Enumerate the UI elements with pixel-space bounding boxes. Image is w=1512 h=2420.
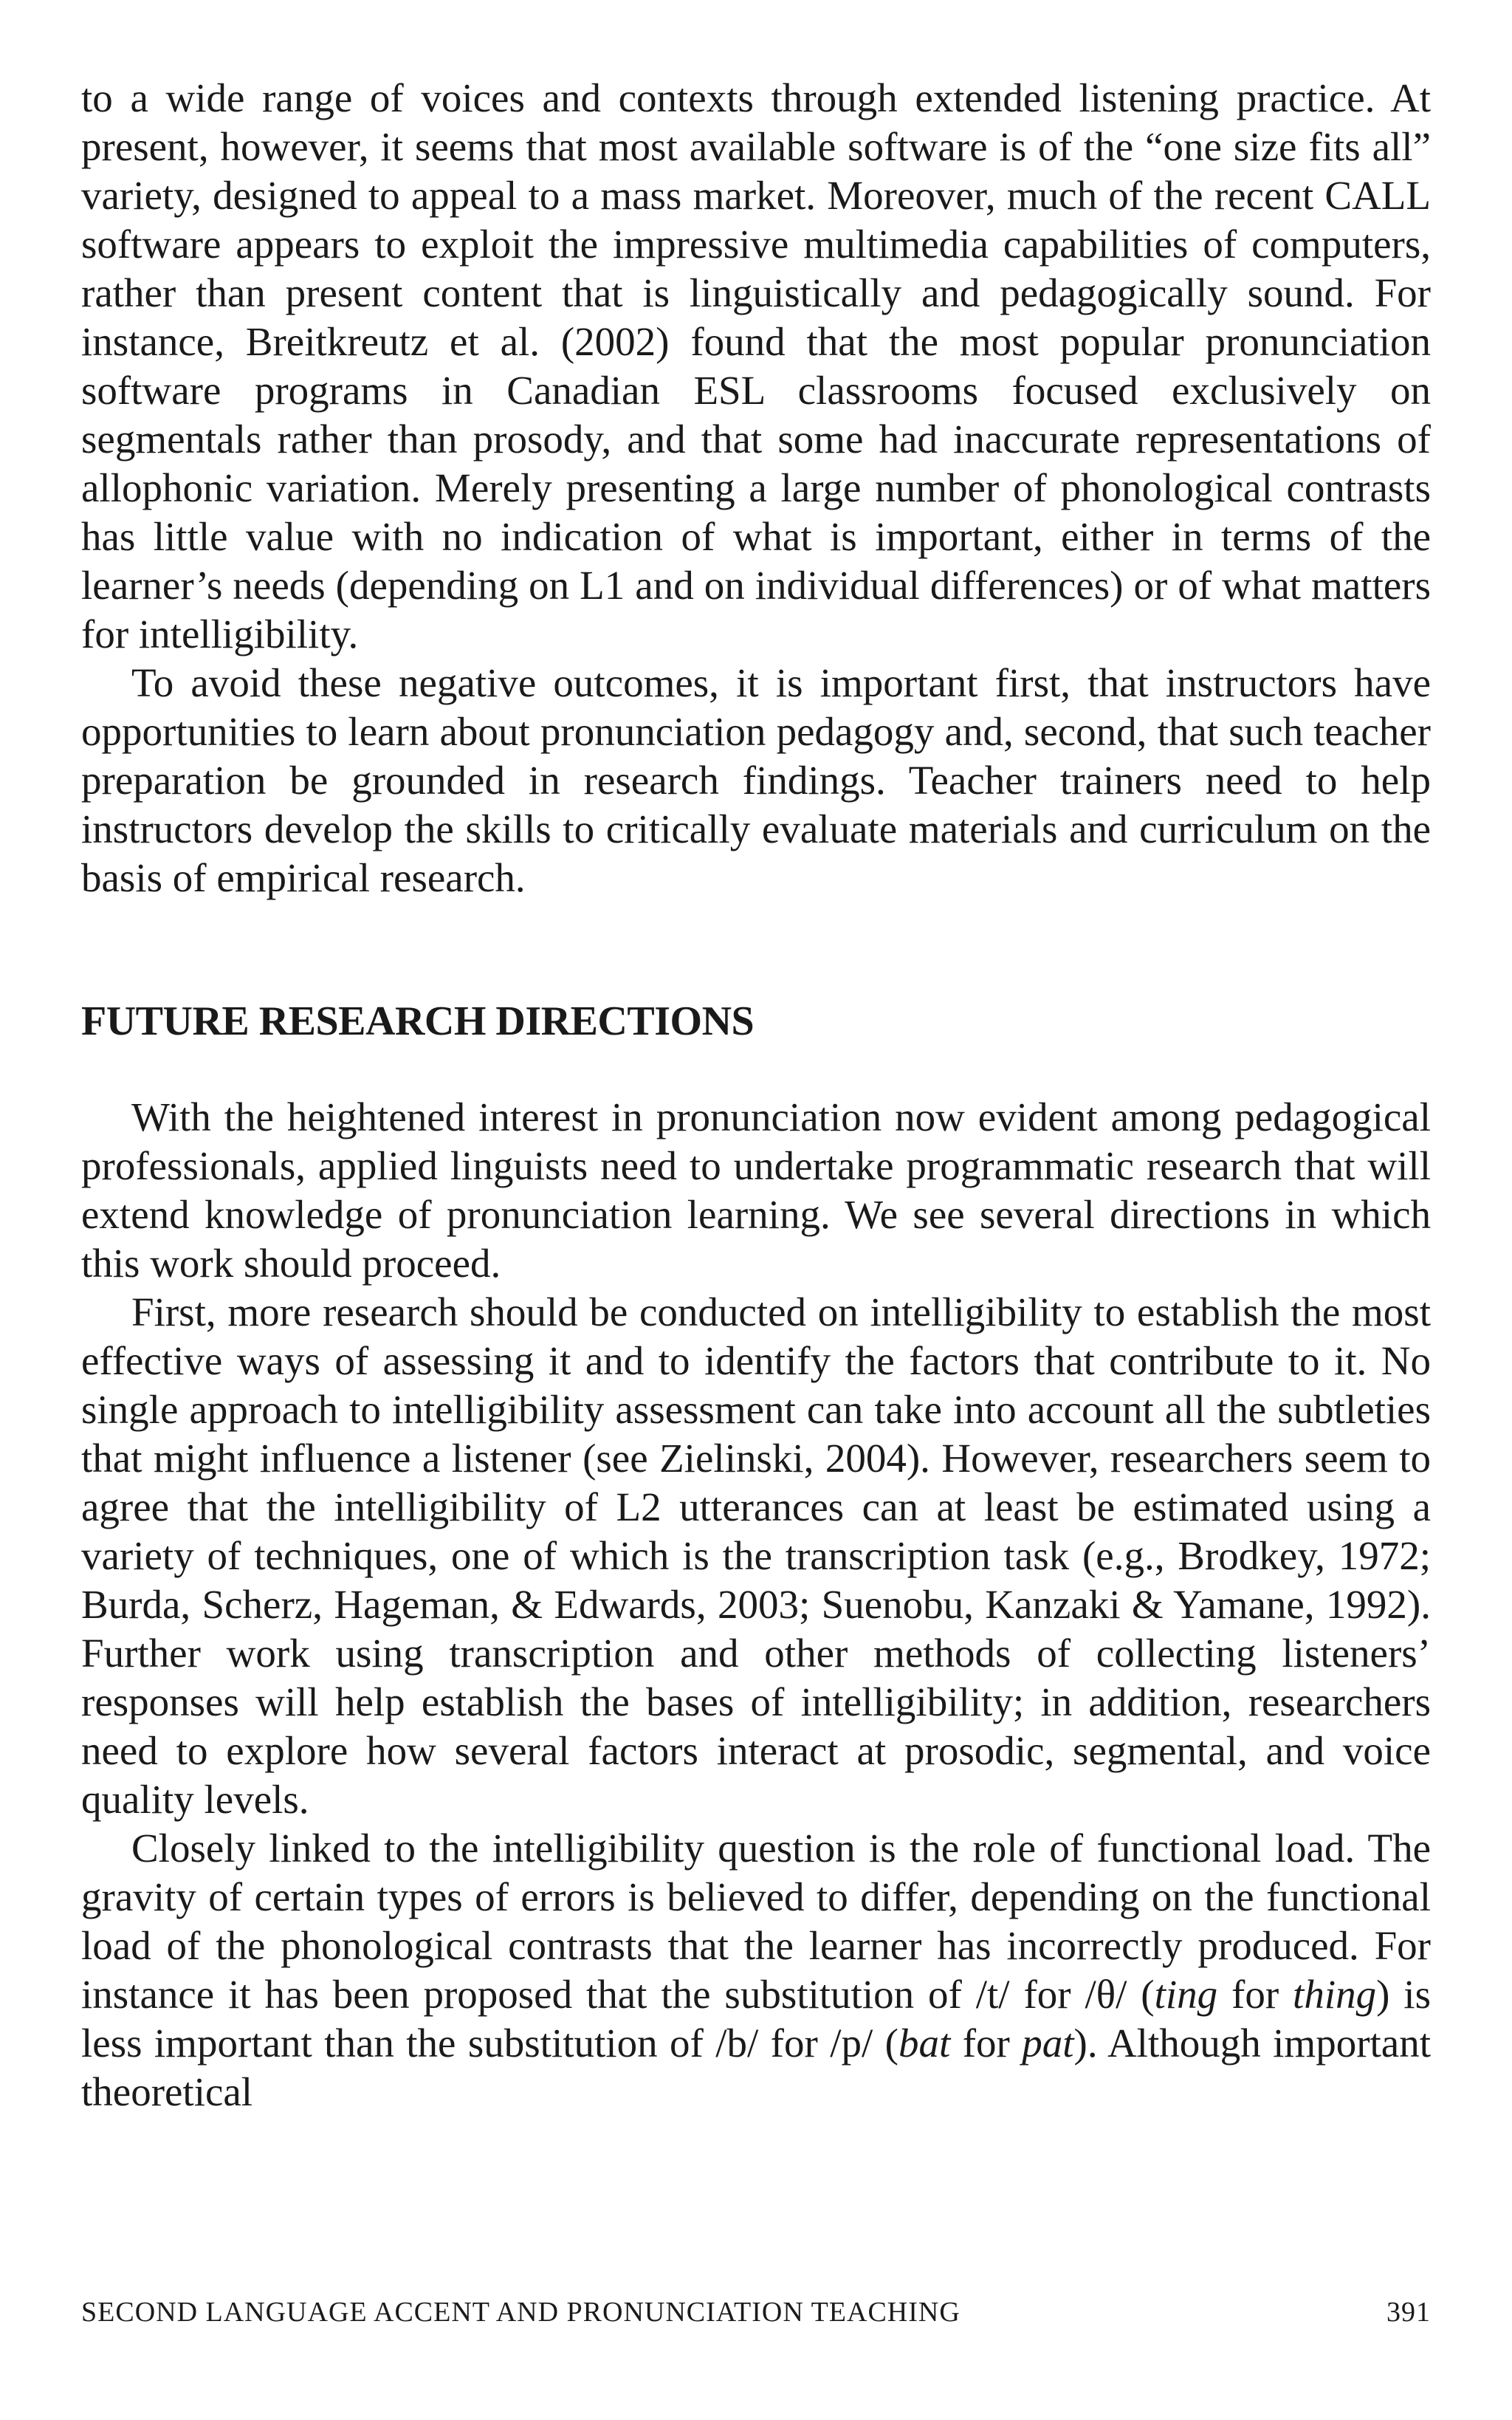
p3-text-part-4: for	[950, 2020, 1023, 2066]
section-heading: FUTURE RESEARCH DIRECTIONS	[81, 998, 755, 1044]
example-word-thing: thing	[1293, 1972, 1377, 2017]
p3-text-part-5: ). Although important theoretical	[81, 2020, 1431, 2114]
section-paragraph-2: First, more research should be conducted on intelligibility to establish the most effective ways of assessing it and to identify the factors that contribute to it. No single approach to intelligibility assessment can take into account all the subtleties that might influence a listener (see Zielinski, 2004). However, researchers seem to agree that the intelligibility of L2 utterances can at least be estimated using a variety of techniques, one of which is the transcription task (e.g., Brodkey, 1972; Burda, Scherz, Hageman, & Edwards, 2003; Suenobu, Kanzaki & Yamane, 1992). Further work using transcription and other methods of collecting listeners’ responses will help establish the bases of intelligibility; in addition, researchers need to explore how several factors interact at prosodic, segmental, and voice quality levels.	[81, 1289, 1431, 1822]
example-word-bat: bat	[898, 2020, 951, 2066]
example-word-ting: ting	[1154, 1972, 1218, 2017]
section-paragraph-3	[81, 1824, 1431, 2116]
p3-text-part-3: ) is less important than the substitution of /b/ for /p/ (	[81, 1972, 1431, 2066]
continuation-paragraph: to a wide range of voices and contexts through extended listening practice. At present, however, it seems that most available software is of the “one size fits all” variety, designed to appeal to a mass market. Moreover, much of the recent CALL software appears to exploit the impressive multimedia capabilities of computers, rather than present content that is linguistically and pedagogically sound. For instance, Breitkreutz et al. (2002) found that the most popular pronunciation software programs in Canadian ESL classrooms focused exclusively on segmentals rather than prosody, and that some had inaccurate representations of allophonic variation. Merely presenting a large number of phonological contrasts has little value with no indication of what is important, either in terms of the learner’s needs (depending on L1 and on individual differences) or of what matters for intelligibility.	[81, 75, 1431, 657]
page-number: 391	[1386, 2297, 1431, 2328]
p3-text-part-2: for	[1217, 1972, 1293, 2017]
p3-text-part-1: Closely linked to the intelligibility question is the role of functional load. The gravity of certain types of errors is believed to differ, depending on the functional load of the phonological contrasts that the learner has incorrectly produced. For instance it has been proposed that the substitution of /t/ for /θ/ (	[81, 1826, 1431, 2017]
example-word-pat: pat	[1022, 2020, 1074, 2066]
teacher-preparation-paragraph: To avoid these negative outcomes, it is important first, that instructors have opportunities to learn about pronunciation pedagogy and, second, that such teacher preparation be grounded in research findings. Teacher trainers need to help instructors develop the skills to critically evaluate materials and curriculum on the basis of empirical research.	[81, 660, 1431, 900]
page-body	[81, 74, 1431, 2116]
section-paragraph-1: With the heightened interest in pronunciation now evident among pedagogical professionals, applied linguists need to undertake programmatic research that will extend knowledge of pronunciation learning. We see several directions in which this work should proceed.	[81, 1094, 1431, 1286]
running-head: SECOND LANGUAGE ACCENT AND PRONUNCIATION TEACHING	[81, 2297, 961, 2328]
